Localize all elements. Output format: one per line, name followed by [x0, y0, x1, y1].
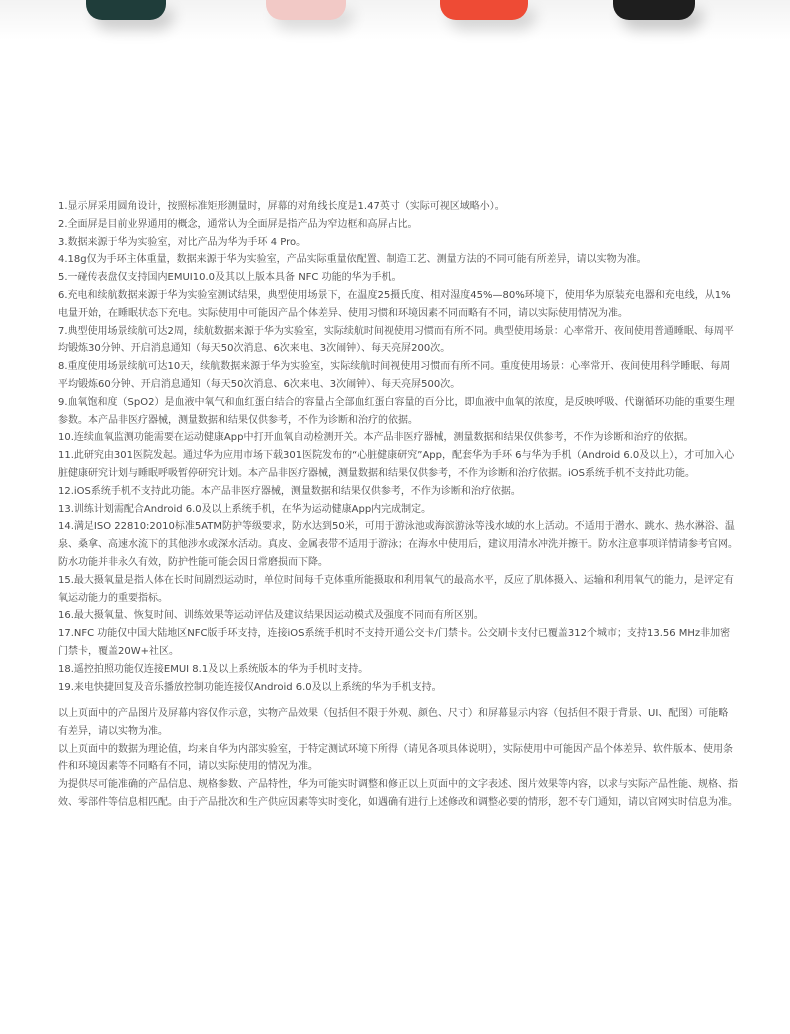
disclaimer-image-content: 以上页面中的产品图片及屏幕内容仅作示意，实物产品效果（包括但不限于外观、颜色、尺寸）和屏幕显示内容（包括但不限于背景、UI、配图）可能略有差异，请以实物为准。 — [58, 708, 729, 737]
footnote-1: 1.显示屏采用圆角设计，按照标准矩形测量时，屏幕的对角线长度是1.47英寸（实际可视区域略小）。 — [58, 201, 505, 212]
product-banner — [0, 0, 790, 40]
footnote-15: 15.最大摄氧量是指人体在长时间剧烈运动时，单位时间每千克体重所能摄取和利用氧气的最高水平，反应了肌体摄入、运输和利用氧气的能力，是评定有氧运动能力的重要指标。 — [58, 574, 734, 604]
disclaimer-section — [58, 705, 738, 812]
footnote-16: 16.最大摄氧量、恢复时间、训练效果等运动评估及建议结果因运动模式及强度不同而有所区别。 — [58, 610, 484, 622]
footnote-5: 5.一碰传表盘仅支持国内EMUI10.0及其以上版本具备 NFC 功能的华为手机。 — [58, 272, 402, 284]
footnote-19: 19.来电快捷回复及音乐播放控制功能连接仅Android 6.0及以上系统的华为手机支持。 — [58, 681, 442, 693]
footnote-3: 3.数据来源于华为实验室，对比产品为华为手环 4 Pro。 — [58, 236, 307, 248]
disclaimer-data-values: 以上页面中的数据为理论值，均来自华为内部实验室，于特定测试环境下所得（请见各项具体说明），实际使用中可能因产品个体差异、软件版本、使用条件和环境因素等不同略有不同，请以实际使用的情况为准。 — [58, 743, 733, 773]
footnote-14: 14.满足ISO 22810:2010标准5ATM防护等级要求，防水达到50米，可用于游泳池或海滨游泳等浅水域的水上活动。不适用于潜水、跳水、热水淋浴、温泉、桑拿、高速水流下的其他涉水或深水活动。真皮、金属表带不适用于游泳；在海水中使用后，建议用清水冲洗并擦干。防水注意事项详情请参考官网。防水功能并非永久有效，防护性能可能会因日常磨损而下降。 — [58, 521, 738, 568]
footnote-11: 11.此研究由301医院发起。通过华为应用市场下载301医院发布的“心脏健康研究”App，配套华为手环 6与华为手机（Android 6.0及以上），才可加入心脏健康研究计划与睡眠呼吸暂停研究计划。本产品非医疗器械，测量数据和结果仅供参考，不作为诊断和治疗依据。iOS系统手机不支持此功能。 — [58, 450, 735, 479]
watch-band-orange-image — [440, 0, 528, 20]
footnote-12: 12.iOS系统手机不支持此功能。本产品非医疗器械，测量数据和结果仅供参考，不作为诊断和治疗依据。 — [58, 485, 521, 497]
footnote-18: 18.遥控拍照功能仅连接EMUI 8.1及以上系统版本的华为手机时支持。 — [58, 663, 369, 675]
footnote-17: 17.NFC 功能仅中国大陆地区NFC版手环支持，连接iOS系统手机时不支持开通公交卡/门禁卡。公交刷卡支付已覆盖312个城市；支持13.56 MHz非加密门禁卡，覆盖20W+社区。 — [58, 628, 731, 657]
disclaimer-info-updates: 为提供尽可能准确的产品信息、规格参数、产品特性，华为可能实时调整和修正以上页面中的文字表述、图片效果等内容，以求与实际产品性能、规格、指效、零部件等信息相匹配。由于产品批次和生产供应因素等实时变化，如遇确有进行上述修改和调整必要的情形，恕不专门通知，请以官网实时信息为准。 — [58, 779, 738, 808]
footnote-2: 2.全面屏是目前业界通用的概念，通常认为全面屏是指产品为窄边框和高屏占比。 — [58, 218, 418, 230]
footnote-7: 7.典型使用场景续航可达2周，续航数据来源于华为实验室，实际续航时间视使用习惯而有所不同。典型使用场景：心率常开、夜间使用普通睡眠、每周平均锻炼30分钟、开启消息通知（每天50次消息、6次来电、3次闹钟）、每天亮屏200次。 — [58, 325, 734, 355]
watch-band-pink-image — [266, 0, 346, 20]
watch-band-dark-green-image — [86, 0, 166, 20]
footnote-6: 6.充电和续航数据来源于华为实验室测试结果，典型使用场景下，在温度25摄氏度、相对湿度45%—80%环境下，使用华为原装充电器和充电线，从1%电量开始，在睡眠状态下充电。实际使用中可能因产品个体差异、使用习惯和环境因素不同而略有不同，请以实际使用情况为准。 — [58, 289, 731, 319]
watch-band-black-image — [613, 0, 695, 20]
footnotes-list — [58, 198, 738, 696]
footnote-13: 13.训练计划需配合Android 6.0及以上系统手机，在华为运动健康App内完成制定。 — [58, 503, 432, 515]
footnote-8: 8.重度使用场景续航可达10天，续航数据来源于华为实验室，实际续航时间视使用习惯而有所不同。重度使用场景：心率常开、夜间使用科学睡眠、每周平均锻炼60分钟、开启消息通知（每天50次消息、6次来电、3次闹钟）、每天亮屏500次。 — [58, 361, 731, 390]
footnote-4: 4.18g仅为手环主体重量，数据来源于华为实验室，产品实际重量依配置、制造工艺、测量方法的不同可能有所差异，请以实物为准。 — [58, 254, 647, 266]
footnote-10: 10.连续血氧监测功能需要在运动健康App中打开血氧自动检测开关。本产品非医疗器械，测量数据和结果仅供参考，不作为诊断和治疗的依据。 — [58, 432, 694, 444]
footnote-9: 9.血氧饱和度（SpO2）是血液中氧气和血红蛋白结合的容量占全部血红蛋白容量的百分比，即血液中血氧的浓度，是反映呼吸、代谢循环功能的重要生理参数。本产品非医疗器械，测量数据和结果仅供参考，不作为诊断和治疗的依据。 — [58, 396, 735, 426]
